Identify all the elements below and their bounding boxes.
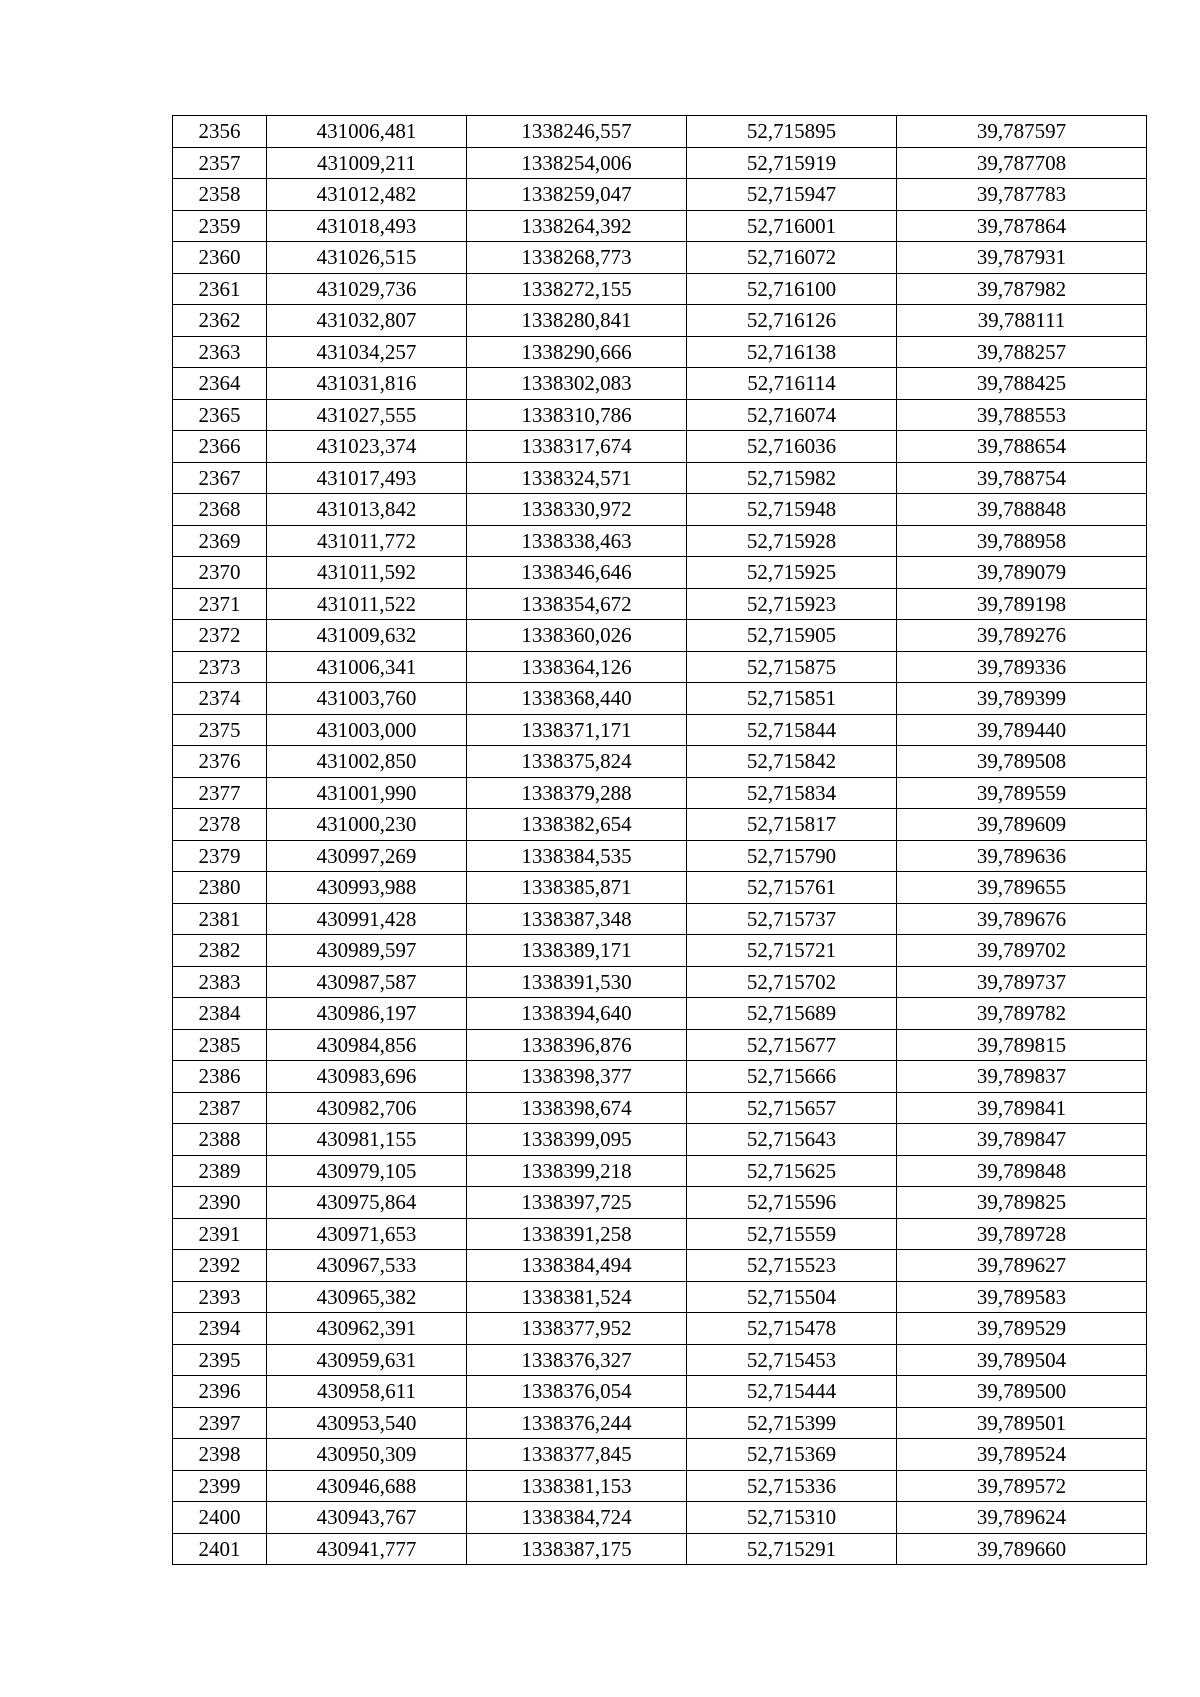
- longitude-cell: 39,787931: [897, 242, 1147, 274]
- table-row: [173, 368, 1147, 400]
- table-row: [173, 1281, 1147, 1313]
- table-row: [173, 210, 1147, 242]
- table-row: [173, 179, 1147, 211]
- y-coordinate-cell: 1338330,972: [467, 494, 687, 526]
- y-coordinate-cell: 1338377,952: [467, 1313, 687, 1345]
- x-coordinate-cell: 431012,482: [267, 179, 467, 211]
- latitude-cell: 52,715721: [687, 935, 897, 967]
- y-coordinate-cell: 1338259,047: [467, 179, 687, 211]
- latitude-cell: 52,716074: [687, 399, 897, 431]
- point-number-cell: 2378: [173, 809, 267, 841]
- table-row: [173, 998, 1147, 1030]
- point-number-cell: 2363: [173, 336, 267, 368]
- point-number-cell: 2375: [173, 714, 267, 746]
- point-number-cell: 2368: [173, 494, 267, 526]
- x-coordinate-cell: 430959,631: [267, 1344, 467, 1376]
- longitude-cell: 39,789583: [897, 1281, 1147, 1313]
- table-row: [173, 1533, 1147, 1565]
- latitude-cell: 52,716126: [687, 305, 897, 337]
- longitude-cell: 39,789524: [897, 1439, 1147, 1471]
- y-coordinate-cell: 1338394,640: [467, 998, 687, 1030]
- point-number-cell: 2356: [173, 116, 267, 148]
- y-coordinate-cell: 1338387,348: [467, 903, 687, 935]
- table-row: [173, 714, 1147, 746]
- table-row: [173, 1502, 1147, 1534]
- longitude-cell: 39,787982: [897, 273, 1147, 305]
- latitude-cell: 52,715310: [687, 1502, 897, 1534]
- table-row: [173, 620, 1147, 652]
- longitude-cell: 39,788553: [897, 399, 1147, 431]
- y-coordinate-cell: 1338398,377: [467, 1061, 687, 1093]
- point-number-cell: 2392: [173, 1250, 267, 1282]
- longitude-cell: 39,789636: [897, 840, 1147, 872]
- point-number-cell: 2390: [173, 1187, 267, 1219]
- latitude-cell: 52,715666: [687, 1061, 897, 1093]
- x-coordinate-cell: 431031,816: [267, 368, 467, 400]
- y-coordinate-cell: 1338324,571: [467, 462, 687, 494]
- point-number-cell: 2387: [173, 1092, 267, 1124]
- point-number-cell: 2374: [173, 683, 267, 715]
- latitude-cell: 52,715369: [687, 1439, 897, 1471]
- latitude-cell: 52,716138: [687, 336, 897, 368]
- latitude-cell: 52,715453: [687, 1344, 897, 1376]
- point-number-cell: 2366: [173, 431, 267, 463]
- table-row: [173, 431, 1147, 463]
- point-number-cell: 2393: [173, 1281, 267, 1313]
- point-number-cell: 2389: [173, 1155, 267, 1187]
- latitude-cell: 52,715737: [687, 903, 897, 935]
- table-row: [173, 494, 1147, 526]
- x-coordinate-cell: 430986,197: [267, 998, 467, 1030]
- point-number-cell: 2382: [173, 935, 267, 967]
- y-coordinate-cell: 1338384,535: [467, 840, 687, 872]
- x-coordinate-cell: 431009,632: [267, 620, 467, 652]
- latitude-cell: 52,715596: [687, 1187, 897, 1219]
- latitude-cell: 52,716036: [687, 431, 897, 463]
- point-number-cell: 2399: [173, 1470, 267, 1502]
- table-row: [173, 242, 1147, 274]
- longitude-cell: 39,789655: [897, 872, 1147, 904]
- point-number-cell: 2381: [173, 903, 267, 935]
- x-coordinate-cell: 430987,587: [267, 966, 467, 998]
- latitude-cell: 52,716001: [687, 210, 897, 242]
- point-number-cell: 2367: [173, 462, 267, 494]
- table-row: [173, 525, 1147, 557]
- x-coordinate-cell: 431003,760: [267, 683, 467, 715]
- latitude-cell: 52,715761: [687, 872, 897, 904]
- point-number-cell: 2360: [173, 242, 267, 274]
- latitude-cell: 52,715919: [687, 147, 897, 179]
- x-coordinate-cell: 430953,540: [267, 1407, 467, 1439]
- y-coordinate-cell: 1338396,876: [467, 1029, 687, 1061]
- point-number-cell: 2398: [173, 1439, 267, 1471]
- table-row: [173, 116, 1147, 148]
- longitude-cell: 39,789336: [897, 651, 1147, 683]
- longitude-cell: 39,789837: [897, 1061, 1147, 1093]
- latitude-cell: 52,715643: [687, 1124, 897, 1156]
- y-coordinate-cell: 1338399,218: [467, 1155, 687, 1187]
- longitude-cell: 39,788754: [897, 462, 1147, 494]
- x-coordinate-cell: 431011,592: [267, 557, 467, 589]
- x-coordinate-cell: 430965,382: [267, 1281, 467, 1313]
- y-coordinate-cell: 1338264,392: [467, 210, 687, 242]
- longitude-cell: 39,787708: [897, 147, 1147, 179]
- longitude-cell: 39,789702: [897, 935, 1147, 967]
- table-row: [173, 1439, 1147, 1471]
- y-coordinate-cell: 1338290,666: [467, 336, 687, 368]
- x-coordinate-cell: 430941,777: [267, 1533, 467, 1565]
- longitude-cell: 39,789198: [897, 588, 1147, 620]
- longitude-cell: 39,787864: [897, 210, 1147, 242]
- table-row: [173, 1344, 1147, 1376]
- latitude-cell: 52,716114: [687, 368, 897, 400]
- latitude-cell: 52,715504: [687, 1281, 897, 1313]
- table-row: [173, 872, 1147, 904]
- latitude-cell: 52,715834: [687, 777, 897, 809]
- longitude-cell: 39,789504: [897, 1344, 1147, 1376]
- longitude-cell: 39,789572: [897, 1470, 1147, 1502]
- y-coordinate-cell: 1338346,646: [467, 557, 687, 589]
- point-number-cell: 2394: [173, 1313, 267, 1345]
- y-coordinate-cell: 1338398,674: [467, 1092, 687, 1124]
- x-coordinate-cell: 431034,257: [267, 336, 467, 368]
- point-number-cell: 2380: [173, 872, 267, 904]
- x-coordinate-cell: 431027,555: [267, 399, 467, 431]
- y-coordinate-cell: 1338382,654: [467, 809, 687, 841]
- latitude-cell: 52,715689: [687, 998, 897, 1030]
- x-coordinate-cell: 430981,155: [267, 1124, 467, 1156]
- table-row: [173, 399, 1147, 431]
- longitude-cell: 39,789627: [897, 1250, 1147, 1282]
- point-number-cell: 2358: [173, 179, 267, 211]
- x-coordinate-cell: 431006,481: [267, 116, 467, 148]
- latitude-cell: 52,715875: [687, 651, 897, 683]
- y-coordinate-cell: 1338354,672: [467, 588, 687, 620]
- x-coordinate-cell: 431023,374: [267, 431, 467, 463]
- y-coordinate-cell: 1338385,871: [467, 872, 687, 904]
- latitude-cell: 52,715559: [687, 1218, 897, 1250]
- latitude-cell: 52,715291: [687, 1533, 897, 1565]
- latitude-cell: 52,715478: [687, 1313, 897, 1345]
- coordinates-table-body: [173, 116, 1147, 1565]
- x-coordinate-cell: 430991,428: [267, 903, 467, 935]
- point-number-cell: 2396: [173, 1376, 267, 1408]
- y-coordinate-cell: 1338381,524: [467, 1281, 687, 1313]
- latitude-cell: 52,715947: [687, 179, 897, 211]
- coordinates-table: [172, 115, 1147, 1565]
- latitude-cell: 52,715657: [687, 1092, 897, 1124]
- point-number-cell: 2386: [173, 1061, 267, 1093]
- x-coordinate-cell: 431009,211: [267, 147, 467, 179]
- latitude-cell: 52,715790: [687, 840, 897, 872]
- table-row: [173, 1029, 1147, 1061]
- table-row: [173, 1376, 1147, 1408]
- point-number-cell: 2361: [173, 273, 267, 305]
- table-row: [173, 777, 1147, 809]
- y-coordinate-cell: 1338317,674: [467, 431, 687, 463]
- table-row: [173, 651, 1147, 683]
- y-coordinate-cell: 1338376,327: [467, 1344, 687, 1376]
- y-coordinate-cell: 1338375,824: [467, 746, 687, 778]
- table-row: [173, 840, 1147, 872]
- table-row: [173, 588, 1147, 620]
- point-number-cell: 2373: [173, 651, 267, 683]
- longitude-cell: 39,787597: [897, 116, 1147, 148]
- table-row: [173, 305, 1147, 337]
- table-row: [173, 147, 1147, 179]
- latitude-cell: 52,715444: [687, 1376, 897, 1408]
- y-coordinate-cell: 1338397,725: [467, 1187, 687, 1219]
- y-coordinate-cell: 1338399,095: [467, 1124, 687, 1156]
- y-coordinate-cell: 1338379,288: [467, 777, 687, 809]
- point-number-cell: 2400: [173, 1502, 267, 1534]
- longitude-cell: 39,788111: [897, 305, 1147, 337]
- y-coordinate-cell: 1338338,463: [467, 525, 687, 557]
- x-coordinate-cell: 430984,856: [267, 1029, 467, 1061]
- x-coordinate-cell: 430958,611: [267, 1376, 467, 1408]
- y-coordinate-cell: 1338280,841: [467, 305, 687, 337]
- x-coordinate-cell: 431026,515: [267, 242, 467, 274]
- x-coordinate-cell: 430993,988: [267, 872, 467, 904]
- longitude-cell: 39,789529: [897, 1313, 1147, 1345]
- x-coordinate-cell: 430983,696: [267, 1061, 467, 1093]
- longitude-cell: 39,788654: [897, 431, 1147, 463]
- x-coordinate-cell: 431017,493: [267, 462, 467, 494]
- table-row: [173, 462, 1147, 494]
- table-row: [173, 1061, 1147, 1093]
- latitude-cell: 52,715523: [687, 1250, 897, 1282]
- table-row: [173, 1407, 1147, 1439]
- y-coordinate-cell: 1338391,530: [467, 966, 687, 998]
- x-coordinate-cell: 430946,688: [267, 1470, 467, 1502]
- x-coordinate-cell: 431011,772: [267, 525, 467, 557]
- latitude-cell: 52,715399: [687, 1407, 897, 1439]
- x-coordinate-cell: 430950,309: [267, 1439, 467, 1471]
- table-row: [173, 336, 1147, 368]
- y-coordinate-cell: 1338360,026: [467, 620, 687, 652]
- longitude-cell: 39,789609: [897, 809, 1147, 841]
- y-coordinate-cell: 1338371,171: [467, 714, 687, 746]
- y-coordinate-cell: 1338364,126: [467, 651, 687, 683]
- x-coordinate-cell: 431002,850: [267, 746, 467, 778]
- point-number-cell: 2370: [173, 557, 267, 589]
- x-coordinate-cell: 430967,533: [267, 1250, 467, 1282]
- point-number-cell: 2365: [173, 399, 267, 431]
- point-number-cell: 2364: [173, 368, 267, 400]
- point-number-cell: 2376: [173, 746, 267, 778]
- table-row: [173, 1187, 1147, 1219]
- table-row: [173, 935, 1147, 967]
- latitude-cell: 52,715948: [687, 494, 897, 526]
- longitude-cell: 39,788425: [897, 368, 1147, 400]
- point-number-cell: 2391: [173, 1218, 267, 1250]
- table-row: [173, 557, 1147, 589]
- longitude-cell: 39,789815: [897, 1029, 1147, 1061]
- longitude-cell: 39,789676: [897, 903, 1147, 935]
- y-coordinate-cell: 1338384,494: [467, 1250, 687, 1282]
- longitude-cell: 39,789782: [897, 998, 1147, 1030]
- longitude-cell: 39,789660: [897, 1533, 1147, 1565]
- latitude-cell: 52,716100: [687, 273, 897, 305]
- longitude-cell: 39,789501: [897, 1407, 1147, 1439]
- latitude-cell: 52,716072: [687, 242, 897, 274]
- table-row: [173, 903, 1147, 935]
- longitude-cell: 39,789624: [897, 1502, 1147, 1534]
- latitude-cell: 52,715702: [687, 966, 897, 998]
- x-coordinate-cell: 431000,230: [267, 809, 467, 841]
- y-coordinate-cell: 1338246,557: [467, 116, 687, 148]
- table-row: [173, 746, 1147, 778]
- longitude-cell: 39,788257: [897, 336, 1147, 368]
- longitude-cell: 39,789847: [897, 1124, 1147, 1156]
- point-number-cell: 2372: [173, 620, 267, 652]
- longitude-cell: 39,788848: [897, 494, 1147, 526]
- longitude-cell: 39,789508: [897, 746, 1147, 778]
- longitude-cell: 39,789559: [897, 777, 1147, 809]
- point-number-cell: 2388: [173, 1124, 267, 1156]
- latitude-cell: 52,715895: [687, 116, 897, 148]
- point-number-cell: 2371: [173, 588, 267, 620]
- y-coordinate-cell: 1338310,786: [467, 399, 687, 431]
- x-coordinate-cell: 430962,391: [267, 1313, 467, 1345]
- point-number-cell: 2385: [173, 1029, 267, 1061]
- x-coordinate-cell: 431011,522: [267, 588, 467, 620]
- point-number-cell: 2395: [173, 1344, 267, 1376]
- longitude-cell: 39,789848: [897, 1155, 1147, 1187]
- table-row: [173, 966, 1147, 998]
- x-coordinate-cell: 430982,706: [267, 1092, 467, 1124]
- point-number-cell: 2384: [173, 998, 267, 1030]
- table-row: [173, 1218, 1147, 1250]
- longitude-cell: 39,789500: [897, 1376, 1147, 1408]
- longitude-cell: 39,789079: [897, 557, 1147, 589]
- x-coordinate-cell: 430975,864: [267, 1187, 467, 1219]
- y-coordinate-cell: 1338302,083: [467, 368, 687, 400]
- longitude-cell: 39,789440: [897, 714, 1147, 746]
- y-coordinate-cell: 1338268,773: [467, 242, 687, 274]
- longitude-cell: 39,787783: [897, 179, 1147, 211]
- table-row: [173, 1092, 1147, 1124]
- x-coordinate-cell: 431003,000: [267, 714, 467, 746]
- point-number-cell: 2379: [173, 840, 267, 872]
- table-row: [173, 683, 1147, 715]
- x-coordinate-cell: 430997,269: [267, 840, 467, 872]
- point-number-cell: 2362: [173, 305, 267, 337]
- x-coordinate-cell: 431013,842: [267, 494, 467, 526]
- table-row: [173, 1124, 1147, 1156]
- latitude-cell: 52,715844: [687, 714, 897, 746]
- latitude-cell: 52,715905: [687, 620, 897, 652]
- x-coordinate-cell: 430979,105: [267, 1155, 467, 1187]
- y-coordinate-cell: 1338389,171: [467, 935, 687, 967]
- y-coordinate-cell: 1338254,006: [467, 147, 687, 179]
- table-row: [173, 1470, 1147, 1502]
- longitude-cell: 39,789841: [897, 1092, 1147, 1124]
- longitude-cell: 39,789276: [897, 620, 1147, 652]
- table-row: [173, 1313, 1147, 1345]
- y-coordinate-cell: 1338384,724: [467, 1502, 687, 1534]
- latitude-cell: 52,715923: [687, 588, 897, 620]
- x-coordinate-cell: 430989,597: [267, 935, 467, 967]
- point-number-cell: 2369: [173, 525, 267, 557]
- x-coordinate-cell: 431032,807: [267, 305, 467, 337]
- longitude-cell: 39,789399: [897, 683, 1147, 715]
- longitude-cell: 39,789737: [897, 966, 1147, 998]
- point-number-cell: 2359: [173, 210, 267, 242]
- latitude-cell: 52,715677: [687, 1029, 897, 1061]
- latitude-cell: 52,715928: [687, 525, 897, 557]
- table-row: [173, 1250, 1147, 1282]
- x-coordinate-cell: 430971,653: [267, 1218, 467, 1250]
- y-coordinate-cell: 1338368,440: [467, 683, 687, 715]
- x-coordinate-cell: 430943,767: [267, 1502, 467, 1534]
- x-coordinate-cell: 431001,990: [267, 777, 467, 809]
- point-number-cell: 2397: [173, 1407, 267, 1439]
- y-coordinate-cell: 1338391,258: [467, 1218, 687, 1250]
- latitude-cell: 52,715925: [687, 557, 897, 589]
- table-row: [173, 273, 1147, 305]
- latitude-cell: 52,715625: [687, 1155, 897, 1187]
- latitude-cell: 52,715336: [687, 1470, 897, 1502]
- y-coordinate-cell: 1338381,153: [467, 1470, 687, 1502]
- x-coordinate-cell: 431018,493: [267, 210, 467, 242]
- table-row: [173, 1155, 1147, 1187]
- latitude-cell: 52,715842: [687, 746, 897, 778]
- longitude-cell: 39,789728: [897, 1218, 1147, 1250]
- point-number-cell: 2377: [173, 777, 267, 809]
- latitude-cell: 52,715851: [687, 683, 897, 715]
- y-coordinate-cell: 1338377,845: [467, 1439, 687, 1471]
- x-coordinate-cell: 431006,341: [267, 651, 467, 683]
- longitude-cell: 39,788958: [897, 525, 1147, 557]
- y-coordinate-cell: 1338272,155: [467, 273, 687, 305]
- y-coordinate-cell: 1338376,244: [467, 1407, 687, 1439]
- y-coordinate-cell: 1338387,175: [467, 1533, 687, 1565]
- latitude-cell: 52,715982: [687, 462, 897, 494]
- x-coordinate-cell: 431029,736: [267, 273, 467, 305]
- latitude-cell: 52,715817: [687, 809, 897, 841]
- table-row: [173, 809, 1147, 841]
- point-number-cell: 2401: [173, 1533, 267, 1565]
- longitude-cell: 39,789825: [897, 1187, 1147, 1219]
- point-number-cell: 2383: [173, 966, 267, 998]
- point-number-cell: 2357: [173, 147, 267, 179]
- y-coordinate-cell: 1338376,054: [467, 1376, 687, 1408]
